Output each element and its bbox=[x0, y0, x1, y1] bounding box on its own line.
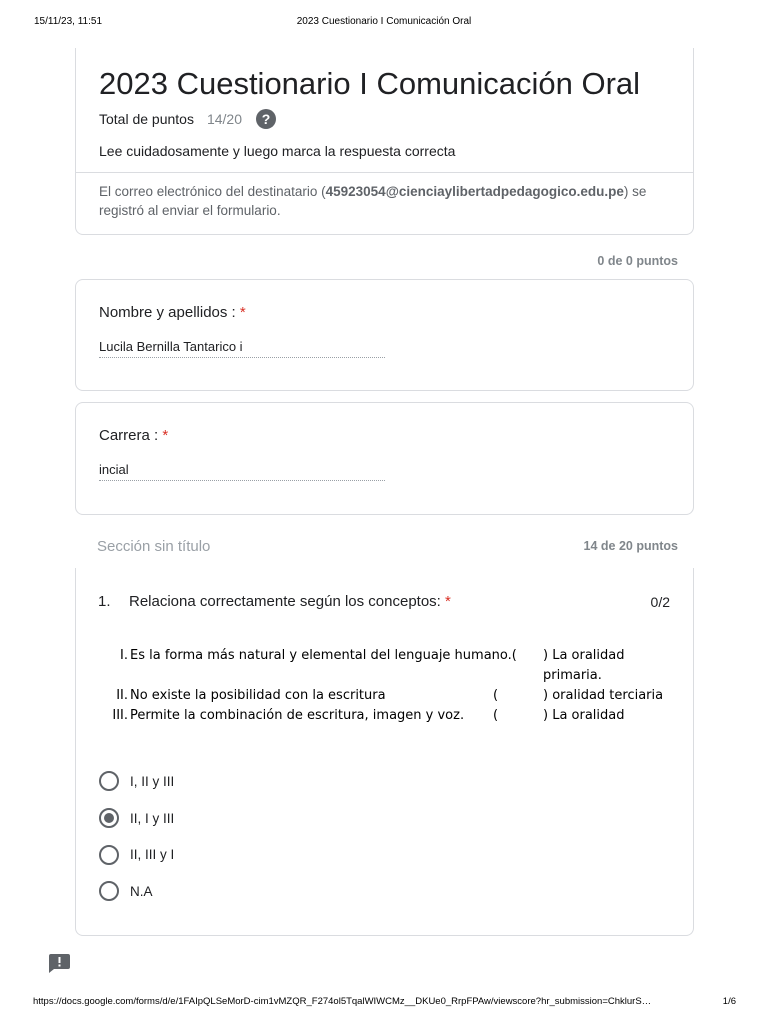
question-title bbox=[99, 304, 246, 321]
question-title bbox=[129, 593, 451, 610]
email-recorded-note bbox=[99, 182, 674, 220]
form-header-card bbox=[75, 48, 694, 235]
section-title: Sección sin título bbox=[97, 538, 211, 555]
answer-underline bbox=[99, 357, 385, 358]
question-number: 1. bbox=[98, 593, 111, 610]
print-footer bbox=[0, 996, 768, 1010]
question-title bbox=[99, 427, 168, 444]
answer-underline bbox=[99, 480, 385, 481]
answer-name: Lucila Bernilla Tantarico i bbox=[99, 339, 243, 354]
figure-item-answer: ) La oralidad bbox=[543, 708, 625, 723]
form-title: 2023 Cuestionario I Comunicación Oral bbox=[99, 66, 641, 101]
figure-item-paren: ( bbox=[493, 688, 499, 703]
question-title-text: Relaciona correctamente según los conceptos: bbox=[129, 593, 446, 610]
required-mark: * bbox=[239, 304, 246, 321]
question-card-name bbox=[75, 279, 694, 391]
option-label: I, II y III bbox=[130, 773, 175, 789]
figure-item-number: I. bbox=[120, 648, 128, 663]
answer-career: incial bbox=[99, 462, 129, 477]
radio-option[interactable] bbox=[99, 873, 174, 910]
total-points-label: Total de puntos bbox=[99, 111, 194, 127]
option-label: II, I y III bbox=[130, 810, 175, 826]
figure-item-answer: ) La oralidad bbox=[543, 648, 625, 663]
page-number: 1/6 bbox=[722, 996, 736, 1007]
print-datetime: 15/11/23, 11:51 bbox=[34, 16, 103, 27]
section-points: 14 de 20 puntos bbox=[583, 539, 678, 553]
question-card-career bbox=[75, 402, 694, 515]
figure-item-number: III. bbox=[112, 708, 128, 723]
figure-item-answer: ) oralidad terciaria bbox=[543, 688, 664, 703]
figure-item-text: No existe la posibilidad con la escritura bbox=[130, 688, 386, 703]
form-description: Lee cuidadosamente y luego marca la respuesta correcta bbox=[99, 143, 456, 159]
option-label: N.A bbox=[130, 883, 153, 899]
figure-item-number: II. bbox=[116, 688, 128, 703]
answer-options bbox=[99, 763, 174, 910]
option-label: II, III y I bbox=[130, 847, 175, 863]
question-score: 0/2 bbox=[650, 594, 670, 610]
radio-option[interactable] bbox=[99, 836, 174, 873]
email-note-after: ) se registró al enviar el formulario. bbox=[99, 184, 647, 218]
figure-item-text: Es la forma más natural y elemental del lenguaje humano.( bbox=[130, 648, 517, 663]
print-url: https://docs.google.com/forms/d/e/1FAIpQLSeMorD-cim1vMZQR_F274ol5TqalWIWCMz__DKUe0_RrpFPAw/viewscore?hr_submission=ChklurS… bbox=[33, 996, 652, 1007]
header-divider bbox=[76, 172, 693, 173]
figure-item-paren: ( bbox=[493, 708, 499, 723]
radio-option-selected[interactable] bbox=[99, 800, 174, 837]
question-image bbox=[106, 646, 676, 728]
total-points-row bbox=[99, 108, 276, 130]
figure-item-answer-cont: primaria. bbox=[543, 668, 602, 683]
print-doc-title: 2023 Cuestionario I Comunicación Oral bbox=[296, 16, 472, 27]
radio-button[interactable] bbox=[99, 845, 119, 865]
question-title-text: Carrera : bbox=[99, 427, 163, 444]
radio-option[interactable] bbox=[99, 763, 174, 800]
respondent-email: 45923054@cienciaylibertadpedagogico.edu.pe bbox=[325, 184, 624, 199]
figure-item-text: Permite la combinación de escritura, imagen y voz. bbox=[130, 708, 465, 723]
report-feedback-icon[interactable] bbox=[49, 954, 70, 973]
email-note-before: El correo electrónico del destinatario ( bbox=[99, 184, 326, 199]
total-points-value: 14/20 bbox=[206, 111, 243, 127]
radio-button[interactable] bbox=[99, 881, 119, 901]
help-icon[interactable]: ? bbox=[256, 109, 276, 129]
print-header bbox=[0, 16, 768, 30]
section-points: 0 de 0 puntos bbox=[597, 254, 678, 268]
radio-button-checked[interactable] bbox=[99, 808, 119, 828]
question-title-text: Nombre y apellidos : bbox=[99, 304, 240, 321]
question-card-1 bbox=[75, 568, 694, 936]
required-mark: * bbox=[162, 427, 169, 444]
radio-button[interactable] bbox=[99, 771, 119, 791]
required-mark: * bbox=[445, 593, 451, 610]
